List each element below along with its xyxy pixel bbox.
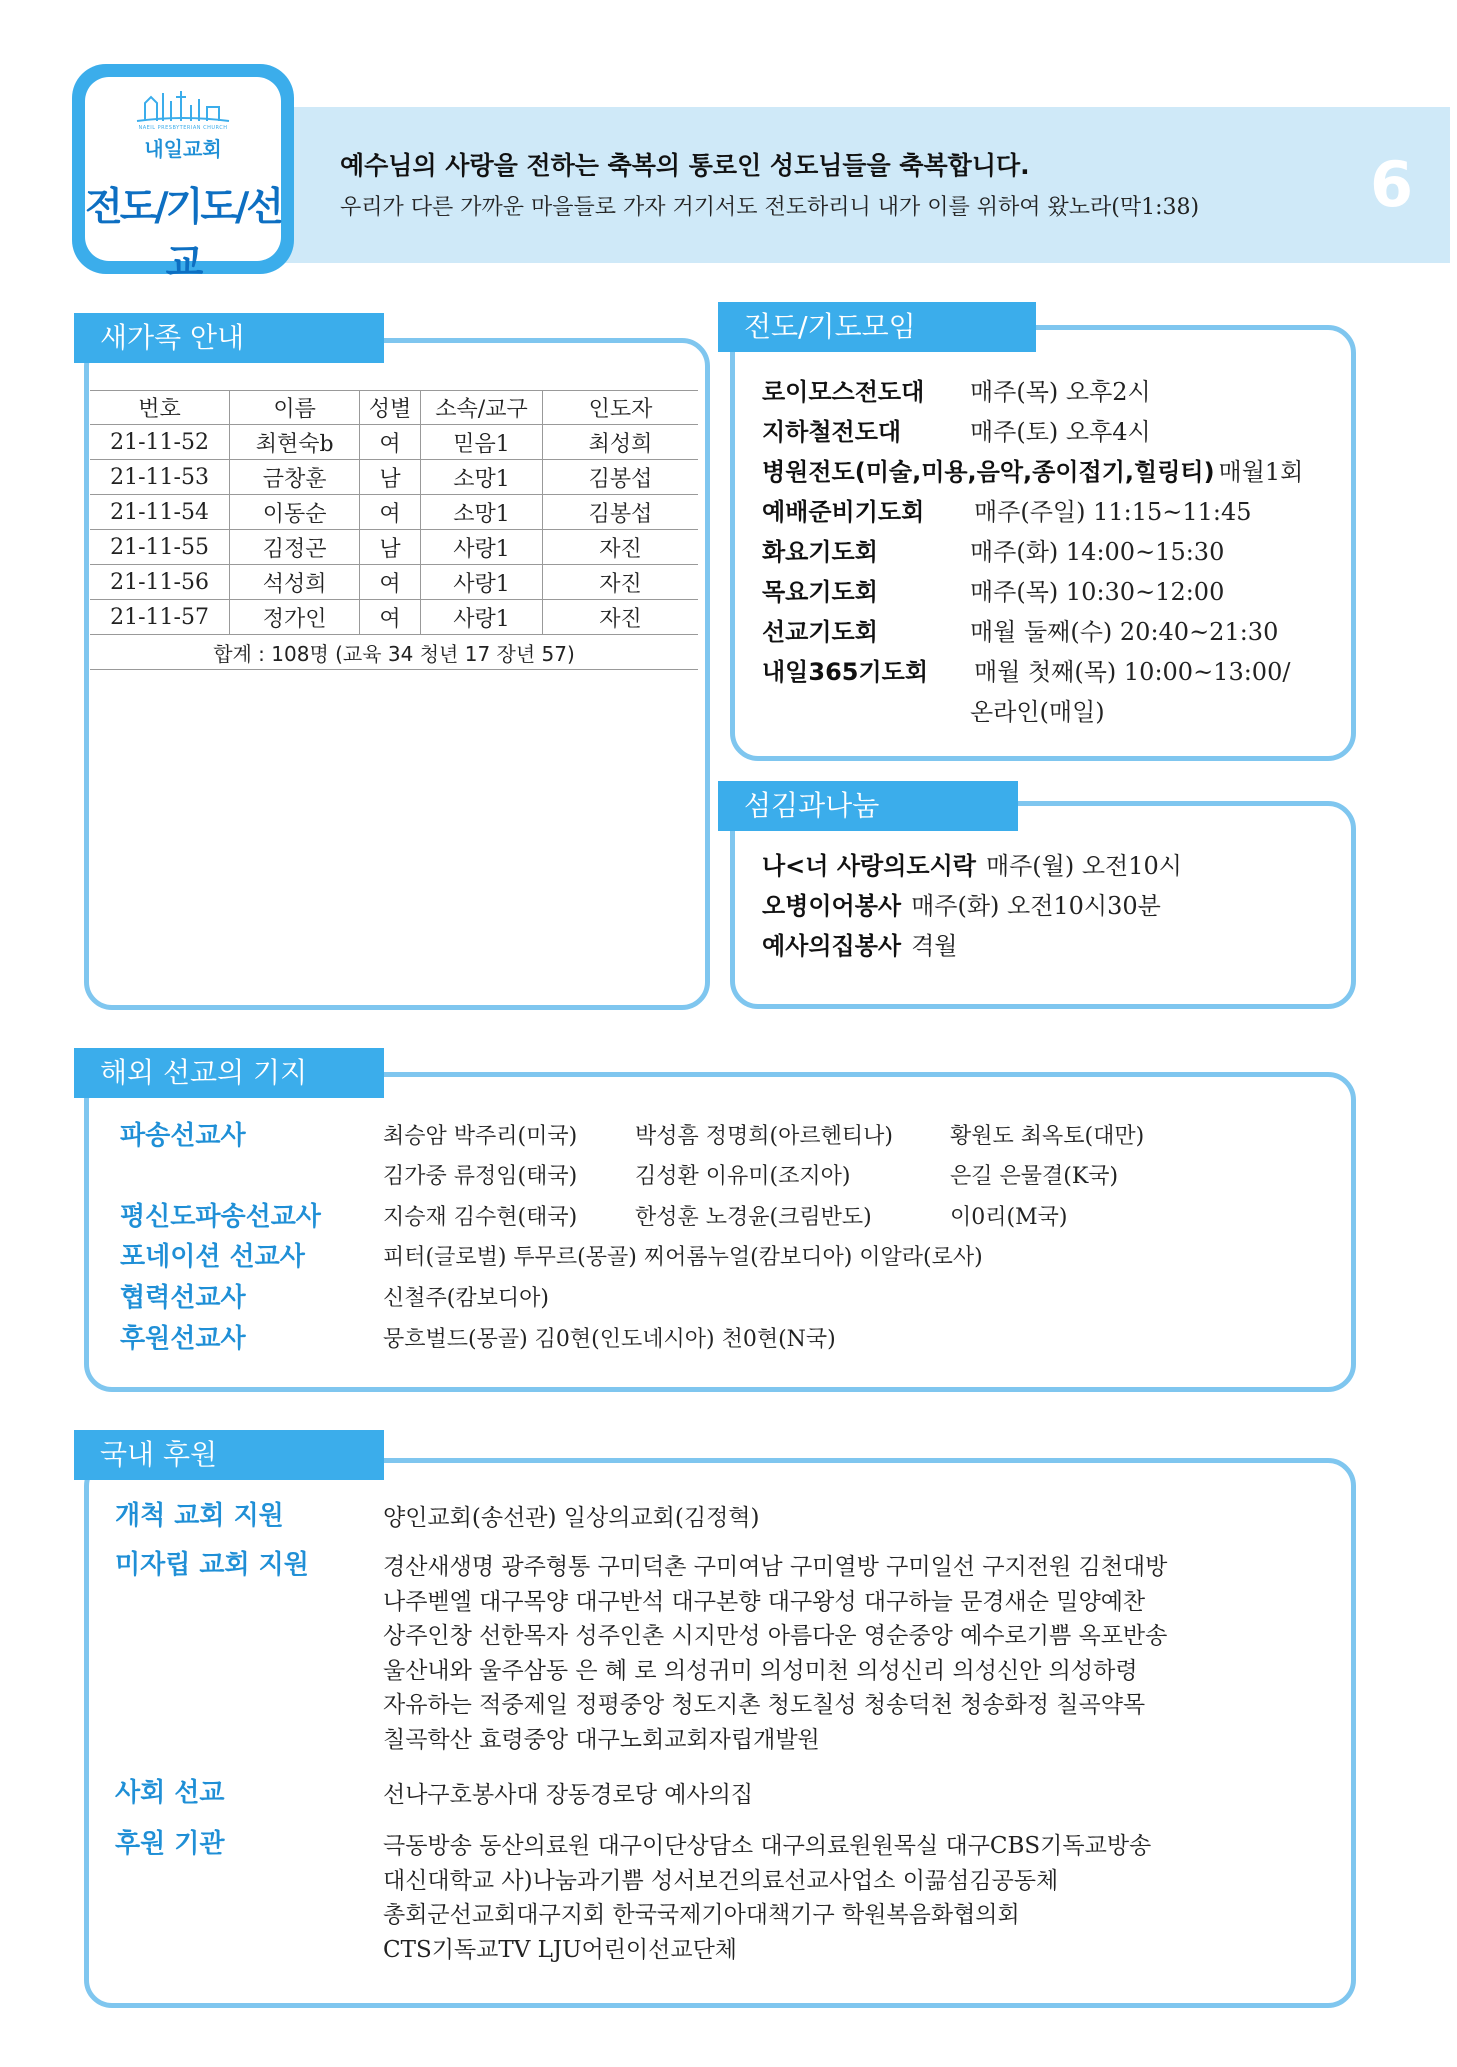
prayer-item-name: 화요기도회 bbox=[762, 538, 878, 566]
overseas-tab: 해외 선교의 기지 bbox=[74, 1048, 384, 1098]
missionary-names: 박성흠 정명희(아르헨티나) bbox=[635, 1124, 893, 1149]
table-row bbox=[90, 530, 698, 565]
missionary-category: 파송선교사 bbox=[120, 1121, 246, 1151]
support-line: 상주인창 선한목자 성주인촌 시지만성 아름다운 영순중앙 예수로기쁨 옥포반송 bbox=[383, 1623, 1168, 1649]
table-cell: 정가인 bbox=[230, 600, 360, 635]
missionary-category: 포네이션 선교사 bbox=[120, 1242, 305, 1272]
support-line: 선나구호봉사대 장동경로당 예사의집 bbox=[383, 1782, 754, 1808]
table-cell: 사랑1 bbox=[420, 600, 542, 635]
missionary-names: 은길 은물결(K국) bbox=[950, 1164, 1119, 1189]
table-cell: 자진 bbox=[543, 600, 698, 635]
service-tab: 섬김과나눔 bbox=[718, 781, 1018, 831]
missionary-names: 김성환 이유미(조지아) bbox=[635, 1164, 851, 1189]
prayer-item bbox=[762, 532, 1303, 572]
table-cell: 남 bbox=[360, 530, 421, 565]
missionary-names: 신철주(캄보디아) bbox=[383, 1286, 549, 1311]
table-cell: 여 bbox=[360, 565, 421, 600]
table-cell: 김봉섭 bbox=[543, 495, 698, 530]
new-family-table bbox=[90, 390, 698, 670]
church-logo-icon bbox=[133, 87, 233, 127]
table-cell: 21-11-56 bbox=[90, 565, 230, 600]
prayer-item-time: 매주(목) 10:30~12:00 bbox=[970, 578, 1225, 606]
table-cell: 석성희 bbox=[230, 565, 360, 600]
section-title: 전도/기도/선교 bbox=[85, 185, 281, 286]
logo-name: 내일교회 bbox=[144, 137, 222, 161]
table-row bbox=[90, 495, 698, 530]
prayer-item-name: 목요기도회 bbox=[762, 578, 878, 606]
table-cell: 믿음1 bbox=[420, 425, 542, 460]
prayer-item-time: 매주(주일) 11:15~11:45 bbox=[974, 498, 1252, 526]
table-cell: 소망1 bbox=[420, 495, 542, 530]
table-cell: 21-11-55 bbox=[90, 530, 230, 565]
prayer-item-name: 로이모스전도대 bbox=[762, 378, 925, 406]
support-line: 칠곡학산 효령중앙 대구노회교회자립개발원 bbox=[383, 1726, 820, 1753]
table-cell: 남 bbox=[360, 460, 421, 495]
missionary-names: 피터(글로벌) 투무르(몽골) 찌어롬누얼(캄보디아) 이알라(로사) bbox=[383, 1245, 983, 1270]
table-cell: 21-11-52 bbox=[90, 425, 230, 460]
total-text: 합계 : 108명 (교육 34 청년 17 장년 57) bbox=[90, 635, 698, 670]
service-item bbox=[762, 886, 1182, 926]
column-header: 소속/교구 bbox=[420, 391, 542, 425]
logo-box bbox=[72, 64, 294, 286]
table-cell: 여 bbox=[360, 495, 421, 530]
missionary-names: 뭉흐벌드(몽골) 김0현(인도네시아) 천0현(N국) bbox=[383, 1327, 836, 1352]
prayer-item bbox=[762, 372, 1303, 412]
table-row bbox=[90, 460, 698, 495]
service-item-time: 매주(월) 오전10시 bbox=[985, 852, 1182, 880]
support-line: 양인교회(송선관) 일상의교회(김정혁) bbox=[383, 1505, 760, 1531]
prayer-item bbox=[762, 572, 1303, 612]
prayer-item-name: 내일365기도회 bbox=[762, 658, 929, 686]
prayer-item bbox=[762, 492, 1303, 532]
prayer-item bbox=[762, 652, 1303, 692]
service-item-time: 매주(화) 오전10시30분 bbox=[911, 892, 1161, 920]
missionary-names: 이0리(M국) bbox=[950, 1205, 1068, 1230]
prayer-item bbox=[762, 412, 1303, 452]
support-line: 나주벧엘 대구목양 대구반석 대구본향 대구왕성 대구하늘 문경새순 밀양예찬 bbox=[383, 1588, 1146, 1615]
table-cell: 사랑1 bbox=[420, 565, 542, 600]
support-line: CTS기독교TV LJU어린이선교단체 bbox=[383, 1936, 738, 1963]
prayer-item-time: 매월 첫째(목) 10:00~13:00/ bbox=[974, 658, 1291, 686]
service-item-name: 오병이어봉사 bbox=[762, 892, 902, 920]
missionary-names: 황원도 최옥토(대만) bbox=[950, 1124, 1145, 1149]
headline: 예수님의 사랑을 전하는 축복의 통로인 성도님들을 축복합니다. bbox=[340, 151, 1030, 180]
table-cell: 최성희 bbox=[543, 425, 698, 460]
service-item-time: 격월 bbox=[911, 932, 958, 960]
logo bbox=[85, 77, 281, 286]
prayer-item-name: 병원전도(미술,미용,음악,종이접기,힐링티) bbox=[762, 458, 1215, 486]
service-item-name: 나<너 사랑의도시락 bbox=[762, 852, 976, 880]
column-header: 번호 bbox=[90, 391, 230, 425]
support-line: 총회군선교회대구지회 한국국제기아대책기구 학원복음화협의회 bbox=[383, 1902, 1020, 1928]
prayer-tab: 전도/기도모임 bbox=[718, 302, 1036, 352]
prayer-item-continuation bbox=[762, 692, 1303, 732]
support-line: 울산내와 울주삼동 은 혜 로 의성귀미 의성미천 의성신리 의성신안 의성하령 bbox=[383, 1657, 1138, 1684]
prayer-continuation-text: 온라인(매일) bbox=[970, 698, 1105, 726]
table-cell: 최현숙b bbox=[230, 425, 360, 460]
prayer-item bbox=[762, 612, 1303, 652]
table-row bbox=[90, 565, 698, 600]
support-line: 대신대학교 사)나눔과기쁨 성서보건의료선교사업소 이끎섬김공동체 bbox=[383, 1867, 1059, 1894]
table-cell: 사랑1 bbox=[420, 530, 542, 565]
table-cell: 자진 bbox=[543, 565, 698, 600]
support-line: 극동방송 동산의료원 대구이단상담소 대구의료원원목실 대구CBS기독교방송 bbox=[383, 1833, 1152, 1859]
column-header: 성별 bbox=[360, 391, 421, 425]
support-category: 후원 기관 bbox=[115, 1829, 225, 1859]
table-cell: 금창훈 bbox=[230, 460, 360, 495]
prayer-item-time: 매월1회 bbox=[1218, 458, 1304, 486]
prayer-item-name: 지하철전도대 bbox=[762, 418, 902, 446]
column-header: 이름 bbox=[230, 391, 360, 425]
service-list bbox=[762, 846, 1182, 966]
table-cell: 김정곤 bbox=[230, 530, 360, 565]
support-category: 개척 교회 지원 bbox=[115, 1501, 284, 1531]
missionary-names: 한성훈 노경윤(크림반도) bbox=[635, 1205, 872, 1230]
prayer-item bbox=[762, 452, 1303, 492]
verse: 우리가 다른 가까운 마을들로 가자 거기서도 전도하리니 내가 이를 위하여 왔노라(막1:38) bbox=[340, 195, 1200, 220]
table-row bbox=[90, 600, 698, 635]
table-cell: 소망1 bbox=[420, 460, 542, 495]
table-row bbox=[90, 425, 698, 460]
support-category: 미자립 교회 지원 bbox=[115, 1550, 309, 1580]
header-band bbox=[235, 107, 1450, 263]
prayer-list bbox=[762, 372, 1303, 732]
prayer-item-name: 선교기도회 bbox=[762, 618, 878, 646]
table-cell: 자진 bbox=[543, 530, 698, 565]
missionary-names: 김가중 류정임(태국) bbox=[383, 1164, 578, 1189]
table-cell: 이동순 bbox=[230, 495, 360, 530]
service-item bbox=[762, 846, 1182, 886]
support-line: 자유하는 적중제일 정평중앙 청도지촌 청도칠성 청송덕천 청송화정 칠곡약목 bbox=[383, 1692, 1146, 1718]
domestic-tab: 국내 후원 bbox=[74, 1430, 384, 1480]
logo-subtitle: NAEIL PRESBYTERIAN CHURCH bbox=[138, 125, 228, 131]
table-cell: 21-11-57 bbox=[90, 600, 230, 635]
table-cell: 여 bbox=[360, 425, 421, 460]
missionary-category: 협력선교사 bbox=[120, 1283, 246, 1313]
new-family-tab: 새가족 안내 bbox=[74, 313, 384, 363]
missionary-category: 후원선교사 bbox=[120, 1324, 246, 1354]
page-number: 6 bbox=[1370, 148, 1414, 221]
missionary-names: 최승암 박주리(미국) bbox=[383, 1124, 578, 1149]
table-cell: 21-11-54 bbox=[90, 495, 230, 530]
prayer-item-time: 매주(토) 오후4시 bbox=[970, 418, 1151, 446]
support-line: 경산새생명 광주형통 구미덕촌 구미여남 구미열방 구미일선 구지전원 김천대방 bbox=[383, 1554, 1168, 1580]
prayer-item-time: 매주(목) 오후2시 bbox=[970, 378, 1151, 406]
service-item-name: 예사의집봉사 bbox=[762, 932, 902, 960]
missionary-names: 지승재 김수현(태국) bbox=[383, 1205, 578, 1230]
missionary-category: 평신도파송선교사 bbox=[120, 1202, 321, 1232]
prayer-item-name: 예배준비기도회 bbox=[762, 498, 925, 526]
support-category: 사회 선교 bbox=[115, 1778, 225, 1808]
table-header-row bbox=[90, 391, 698, 425]
table-cell: 21-11-53 bbox=[90, 460, 230, 495]
table-cell: 여 bbox=[360, 600, 421, 635]
column-header: 인도자 bbox=[543, 391, 698, 425]
service-item bbox=[762, 926, 1182, 966]
total-row bbox=[90, 635, 698, 670]
prayer-item-time: 매월 둘째(수) 20:40~21:30 bbox=[970, 618, 1279, 646]
table-cell: 김봉섭 bbox=[543, 460, 698, 495]
prayer-item-time: 매주(화) 14:00~15:30 bbox=[970, 538, 1225, 566]
